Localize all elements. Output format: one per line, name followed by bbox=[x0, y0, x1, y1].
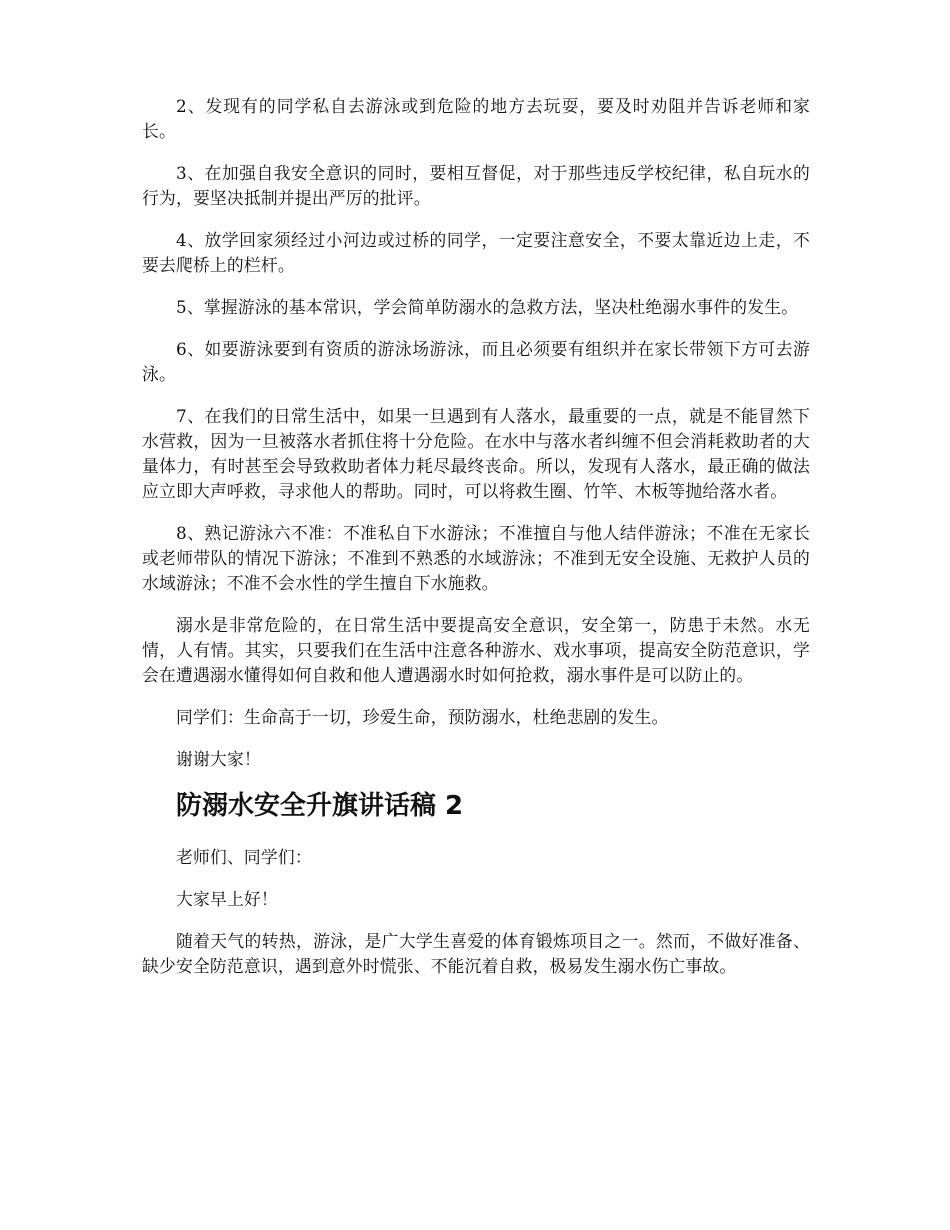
paragraph-item-8: 8、熟记游泳六不准：不准私自下水游泳；不准擅自与他人结伴游泳；不准在无家长或老师带队的情况下游泳；不准到不熟悉的水域游泳；不准到无安全设施、无救护人员的水域游泳；不准不会水性的学生擅自下水施救。 bbox=[142, 523, 810, 593]
paragraph-item-6: 6、如要游泳要到有资质的游泳场游泳，而且必须要有组织并在家长带领下方可去游泳。 bbox=[142, 339, 810, 384]
paragraph-item-4: 4、放学回家须经过小河边或过桥的同学，一定要注意安全，不要太靠近边上走，不要去爬桥上的栏杆。 bbox=[142, 230, 810, 275]
paragraph-item-3: 3、在加强自我安全意识的同时，要相互督促，对于那些违反学校纪律，私自玩水的行为，要坚决抵制并提出严厉的批评。 bbox=[142, 163, 810, 208]
paragraph-conclusion: 溺水是非常危险的，在日常生活中要提高安全意识，安全第一，防患于未然。水无情，人有情。其实，只要我们在生活中注意各种游水、戏水事项，提高安全防范意识，学会在遭遇溺水懂得如何自救和他人遭遇溺水时如何抢救，溺水事件是可以防止的。 bbox=[142, 615, 810, 685]
paragraph-greeting: 大家早上好！ bbox=[176, 889, 278, 909]
paragraph-call-to-action: 同学们：生命高于一切，珍爱生命，预防溺水，杜绝悲剧的发生。 bbox=[176, 707, 669, 727]
paragraph-item-7: 7、在我们的日常生活中，如果一旦遇到有人落水，最重要的一点，就是不能冒然下水营救，因为一旦被落水者抓住将十分危险。在水中与落水者纠缠不但会消耗救助者的大量体力，有时甚至会导致救助者体力耗尽最终丧命。所以，发现有人落水，最正确的做法应立即大声呼救，寻求他人的帮助。同时，可以将救生圈、竹竿、木板等抛给落水者。 bbox=[142, 406, 810, 501]
paragraph-salutation: 老师们、同学们： bbox=[176, 847, 312, 867]
paragraph-intro: 随着天气的转热，游泳，是广大学生喜爱的体育锻炼项目之一。然而，不做好准备、缺少安全防范意识，遇到意外时慌张、不能沉着自救，极易发生溺水伤亡事故。 bbox=[142, 931, 810, 976]
paragraph-item-5: 5、掌握游泳的基本常识，学会简单防溺水的急救方法，坚决杜绝溺水事件的发生。 bbox=[176, 297, 799, 317]
section-heading: 防溺水安全升旗讲话稿 2 bbox=[176, 791, 464, 821]
document-body bbox=[142, 94, 810, 996]
paragraph-thanks: 谢谢大家！ bbox=[176, 749, 261, 769]
paragraph-item-2: 2、发现有的同学私自去游泳或到危险的地方去玩耍，要及时劝阻并告诉老师和家长。 bbox=[142, 96, 810, 141]
